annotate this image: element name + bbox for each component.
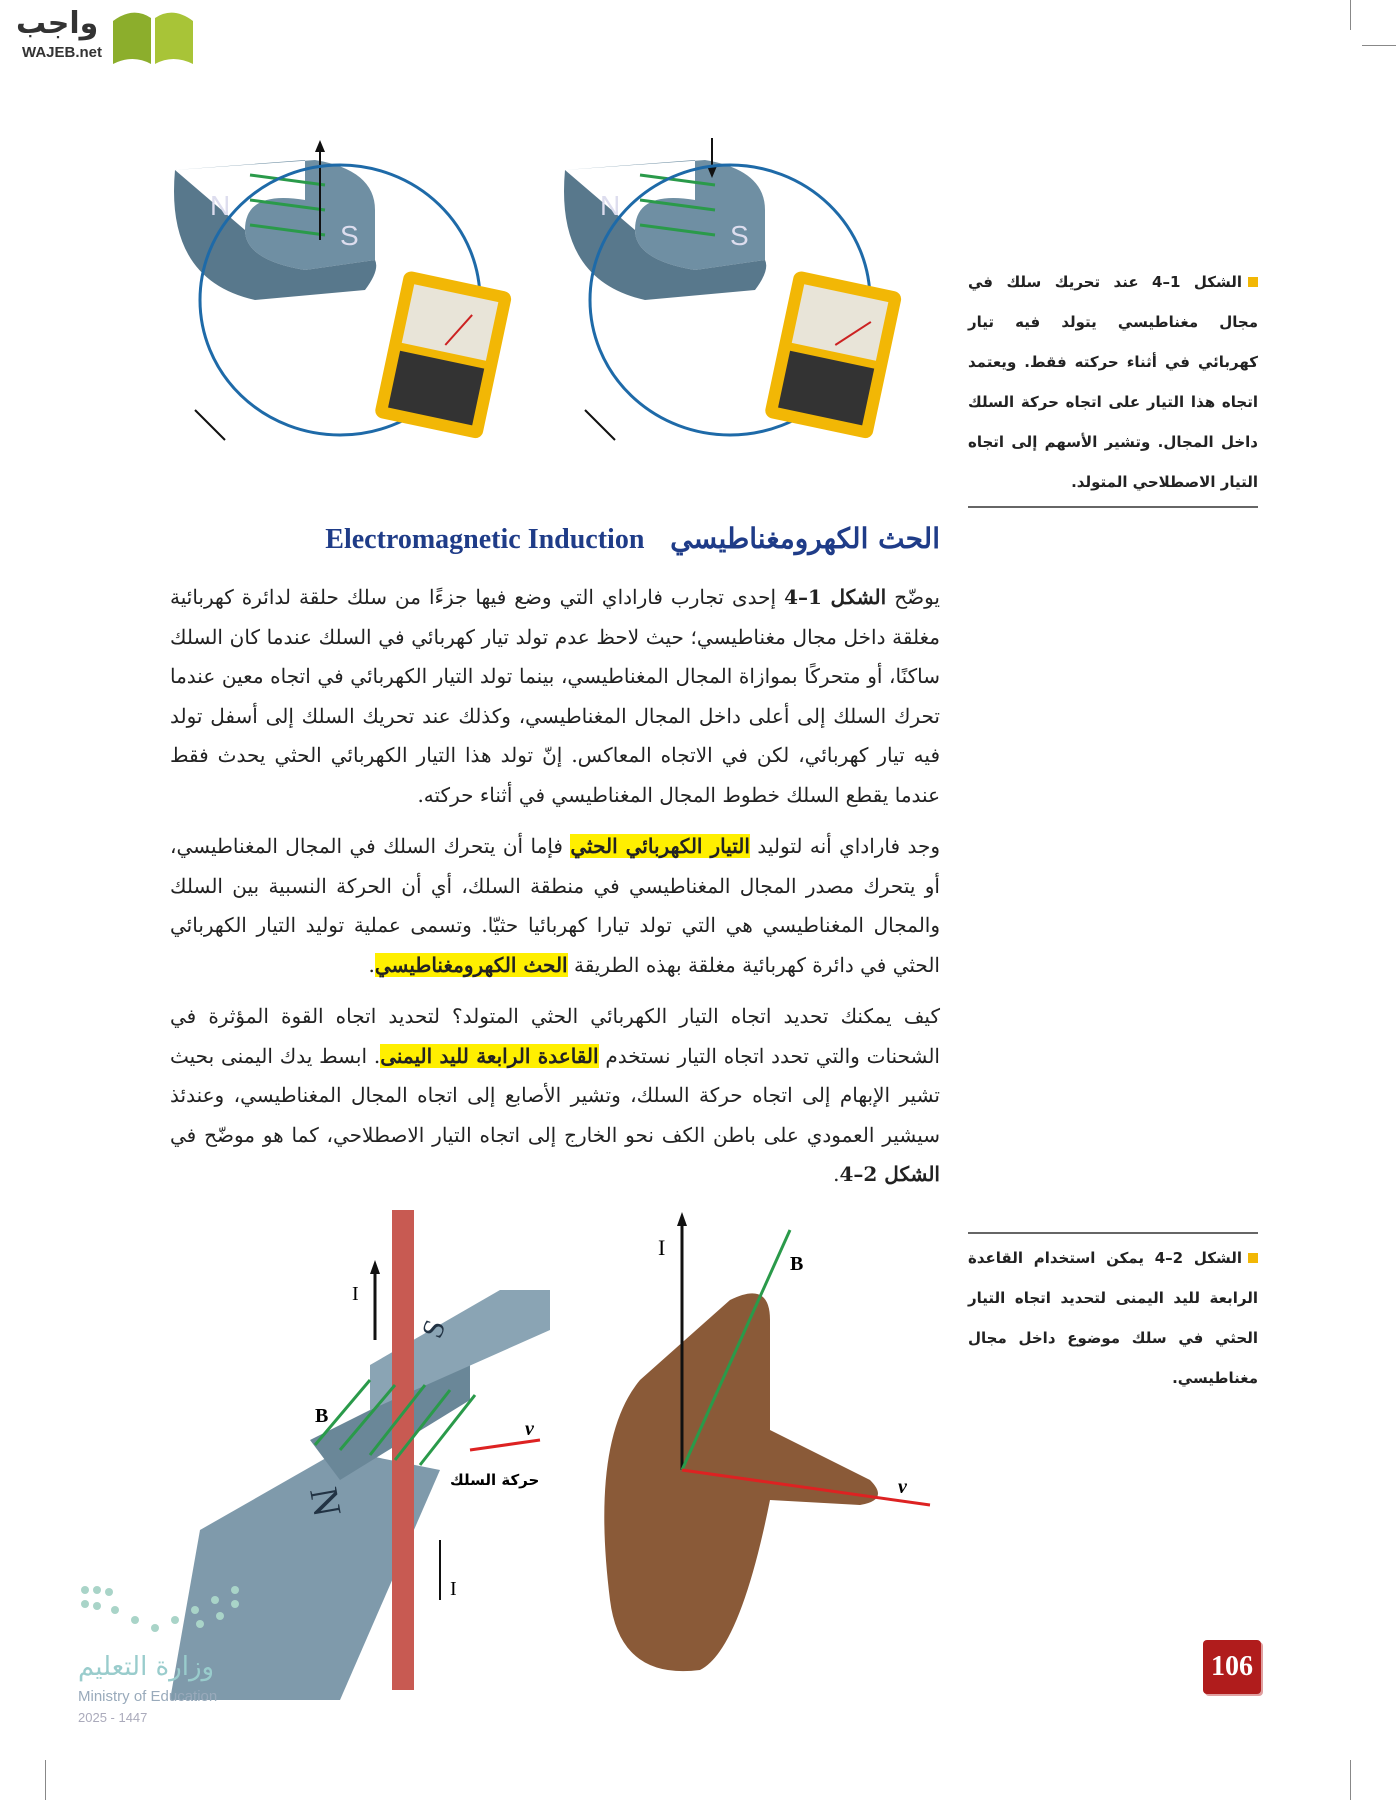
svg-text:I: I: [658, 1235, 666, 1260]
svg-text:v: v: [898, 1476, 907, 1498]
svg-text:B: B: [315, 1405, 329, 1427]
svg-text:N: N: [301, 1483, 351, 1521]
svg-text:v: v: [525, 1418, 534, 1440]
ministry-logo: وزارة التعليم Ministry of Education 2025 - 1447: [75, 1580, 255, 1730]
key-term: القاعدة الرابعة لليد اليمنى: [380, 1043, 599, 1068]
section-title: Electromagnetic Induction الحث الكهرومغناطيسي: [325, 522, 940, 555]
figure-reference: الشكل 2–4: [839, 1162, 940, 1186]
figure-1-illustration: [165, 130, 965, 490]
figure-reference: الشكل 1–4: [784, 585, 887, 609]
magnet-experiment-up: [174, 140, 513, 440]
magnet-experiment-down: [564, 138, 903, 440]
paragraph: كيف يمكنك تحديد اتجاه التيار الكهربائي الحثي المتولد؟ لتحديد اتجاه القوة المؤثرة في الشحنات والتي تحدد اتجاه التيار نستخدم القاعدة الرابعة لليد اليمنى. ابسط يدك اليمنى بحيث تشير الإبهام إلى اتجاه حركة السلك، وتشير الأصابع إلى اتجاه المجال المغناطيسي، وعندئذ سيشير العمودي على باطن الكف نحو الخارج إلى اتجاه التيار الاصطلاحي، كما هو موضّح في الشكل 2–4.: [170, 1004, 940, 1186]
svg-text:S: S: [730, 220, 749, 251]
bullet-square-icon: [1248, 277, 1258, 287]
figure-1-caption: الشكل 1–4 عند تحريك سلك في مجال مغناطيسي يتولد فيه تيار كهربائي في أثناء حركته فقط. ويعتمد اتجاه هذا التيار على اتجاه حركة السلك داخل المجال. وتشير الأسهم إلى اتجاه التيار الاصطلاحي المتولد.: [968, 262, 1258, 508]
ministry-dots-icon: [75, 1580, 245, 1640]
crop-mark: [1350, 1760, 1351, 1800]
wajeb-logo[interactable]: واجب WAJEB.net: [10, 6, 190, 66]
page-number: 106: [1203, 1640, 1261, 1694]
figure-2-caption: الشكل 2–4 يمكن استخدام القاعدة الرابعة لليد اليمنى لتحديد اتجاه التيار الحثي في سلك موضوع داخل مجال مغناطيسي.: [968, 1232, 1258, 1398]
crop-mark: [1362, 45, 1396, 46]
svg-text:I: I: [450, 1578, 457, 1600]
key-term: الحث الكهرومغناطيسي: [374, 952, 568, 977]
bullet-square-icon: [1248, 1253, 1258, 1263]
crop-mark: [1350, 0, 1351, 30]
svg-text:B: B: [790, 1253, 804, 1275]
key-term: التيار الكهربائي الحثي: [570, 834, 750, 858]
paragraph: يوضّح الشكل 1–4 إحدى تجارب فاراداي التي وضع فيها جزءًا من سلك حلقة لدائرة كهربائية مغلقة داخل مجال مغناطيسي؛ حيث لاحظ عدم تولد تيار كهربائي في السلك عندما كان السلك ساكنًا، أو متحركًا بموازاة المجال المغناطيسي، بينما تولد التيار الكهربائي في اتجاه معين عندما تحرك السلك إلى أعلى داخل المجال المغناطيسي، وكذلك عند تحريك السلك إلى أسفل تولد فيه تيار كهربائي، لكن في الاتجاه المعاكس. إنّ تولد هذا التيار الكهربائي الحثي يحدث فقط عندما يقطع السلك خطوط المجال المغناطيسي في أثناء حركته.: [170, 585, 941, 807]
crop-mark: [45, 1760, 46, 1800]
svg-text:S: S: [415, 1315, 453, 1343]
svg-text:S: S: [340, 220, 359, 251]
svg-text:N: N: [210, 190, 231, 221]
body-text: [170, 578, 940, 1207]
svg-text:I: I: [352, 1283, 359, 1305]
book-icon: [108, 6, 198, 66]
svg-text:حركة السلك: حركة السلك: [450, 1471, 540, 1489]
svg-text:N: N: [600, 190, 621, 221]
figure-2-illustration: [170, 1200, 960, 1700]
right-hand-diagram: [604, 1212, 930, 1671]
paragraph: وجد فاراداي أنه لتوليد التيار الكهربائي الحثي فإما أن يتحرك السلك في المجال المغناطيسي، أو يتحرك مصدر المجال المغناطيسي في منطقة السلك، أي أن الحركة النسبية بين السلك والمجال المغناطيسي هي التي تولد تيارا كهربائيا حثيّا. وتسمى عملية توليد التيار الكهربائي الحثي في دائرة كهربائية مغلقة بهذه الطريقة الحث الكهرومغناطيسي.: [170, 834, 940, 977]
